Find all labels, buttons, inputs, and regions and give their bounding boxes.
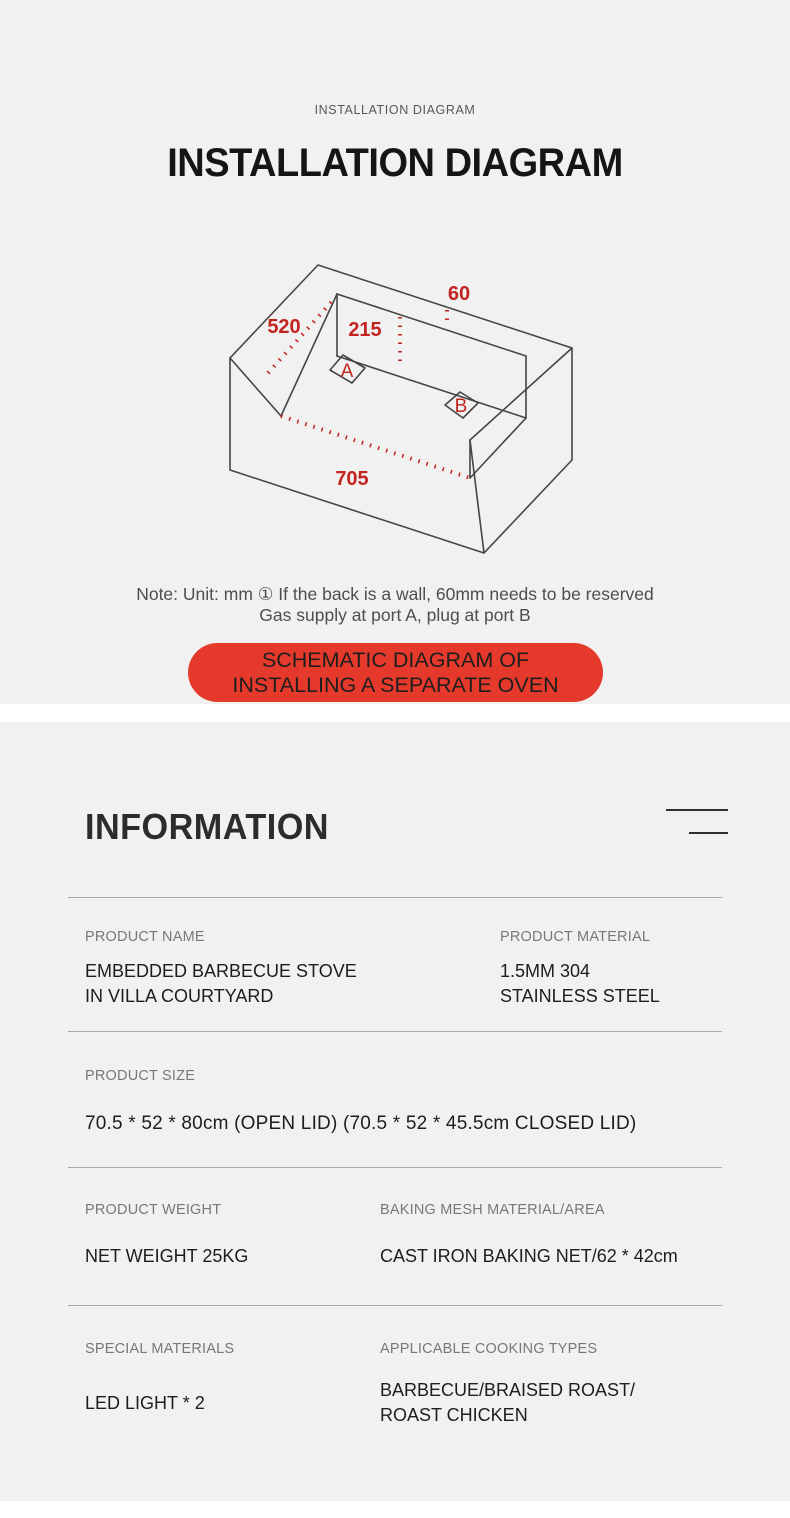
recess-floor-back-edge [337, 356, 526, 418]
page-title: INSTALLATION DIAGRAM [167, 141, 623, 185]
recess-floor-right-edge [470, 418, 526, 478]
diagram-note-line2: Gas supply at port A, plug at port B [259, 605, 531, 625]
dim-label-60: 60 [447, 283, 471, 305]
recess-rim-left-edge [281, 294, 337, 416]
product-name-label: PRODUCT NAME [85, 929, 205, 945]
product-material-value [500, 959, 660, 1009]
product-name-value-line2: IN VILLA COURTYARD [85, 986, 274, 1006]
schematic-diagram-button[interactable] [188, 643, 603, 702]
row-divider [68, 1167, 722, 1168]
block-outline [230, 265, 572, 553]
installation-diagram [180, 240, 620, 570]
row-divider [68, 897, 722, 898]
dim-label-705: 705 [335, 468, 369, 490]
product-material-value-line1: 1.5MM 304 [500, 961, 591, 981]
product-weight-label: PRODUCT WEIGHT [85, 1202, 222, 1218]
dim-label-520: 520 [267, 316, 301, 338]
section-separator [0, 704, 790, 722]
schematic-diagram-button-line2: INSTALLING A SEPARATE OVEN [232, 672, 559, 697]
product-material-label: PRODUCT MATERIAL [500, 929, 651, 945]
schematic-diagram-button-line1: SCHEMATIC DIAGRAM OF [261, 647, 530, 672]
port-a-label: A [340, 361, 354, 382]
product-weight-value: NET WEIGHT 25KG [85, 1246, 249, 1266]
diagram-note-line1: Note: Unit: mm ① If the back is a wall, 60mm needs to be reserved [136, 584, 654, 604]
cooking-types-value-line2: ROAST CHICKEN [380, 1405, 528, 1425]
baking-mesh-value: CAST IRON BAKING NET/62 * 42cm [380, 1246, 678, 1266]
special-materials-value: LED LIGHT * 2 [85, 1393, 205, 1413]
section-eyebrow: INSTALLATION DIAGRAM [314, 103, 476, 117]
port-b-label: B [454, 396, 468, 417]
cooking-types-value-line1: BARBECUE/BRAISED ROAST/ [380, 1380, 636, 1400]
product-size-label: PRODUCT SIZE [85, 1068, 196, 1084]
left-arm-front-edge [230, 358, 281, 416]
product-name-value-line1: EMBEDDED BARBECUE STOVE [85, 961, 357, 981]
front-corner-edge [470, 440, 484, 553]
baking-mesh-label: BAKING MESH MATERIAL/AREA [380, 1202, 605, 1218]
right-arm-front-edge [470, 348, 572, 440]
information-title: INFORMATION [85, 806, 329, 847]
bottom-white-band [0, 1501, 790, 1518]
dim-label-215: 215 [348, 319, 382, 341]
dim-line-705 [281, 416, 470, 478]
product-material-value-line2: STAINLESS STEEL [500, 986, 660, 1006]
cooking-types-label: APPLICABLE COOKING TYPES [380, 1341, 598, 1357]
row-divider [68, 1305, 722, 1306]
cooking-types-value [380, 1378, 635, 1428]
title-decoration-line-bottom [689, 832, 728, 834]
product-name-value [85, 959, 357, 1009]
product-size-value: 70.5 * 52 * 80cm (OPEN LID) (70.5 * 52 * 45.5cm CLOSED LID) [85, 1113, 637, 1134]
title-decoration-line-top [666, 809, 728, 811]
row-divider [68, 1031, 722, 1032]
special-materials-label: SPECIAL MATERIALS [85, 1341, 235, 1357]
